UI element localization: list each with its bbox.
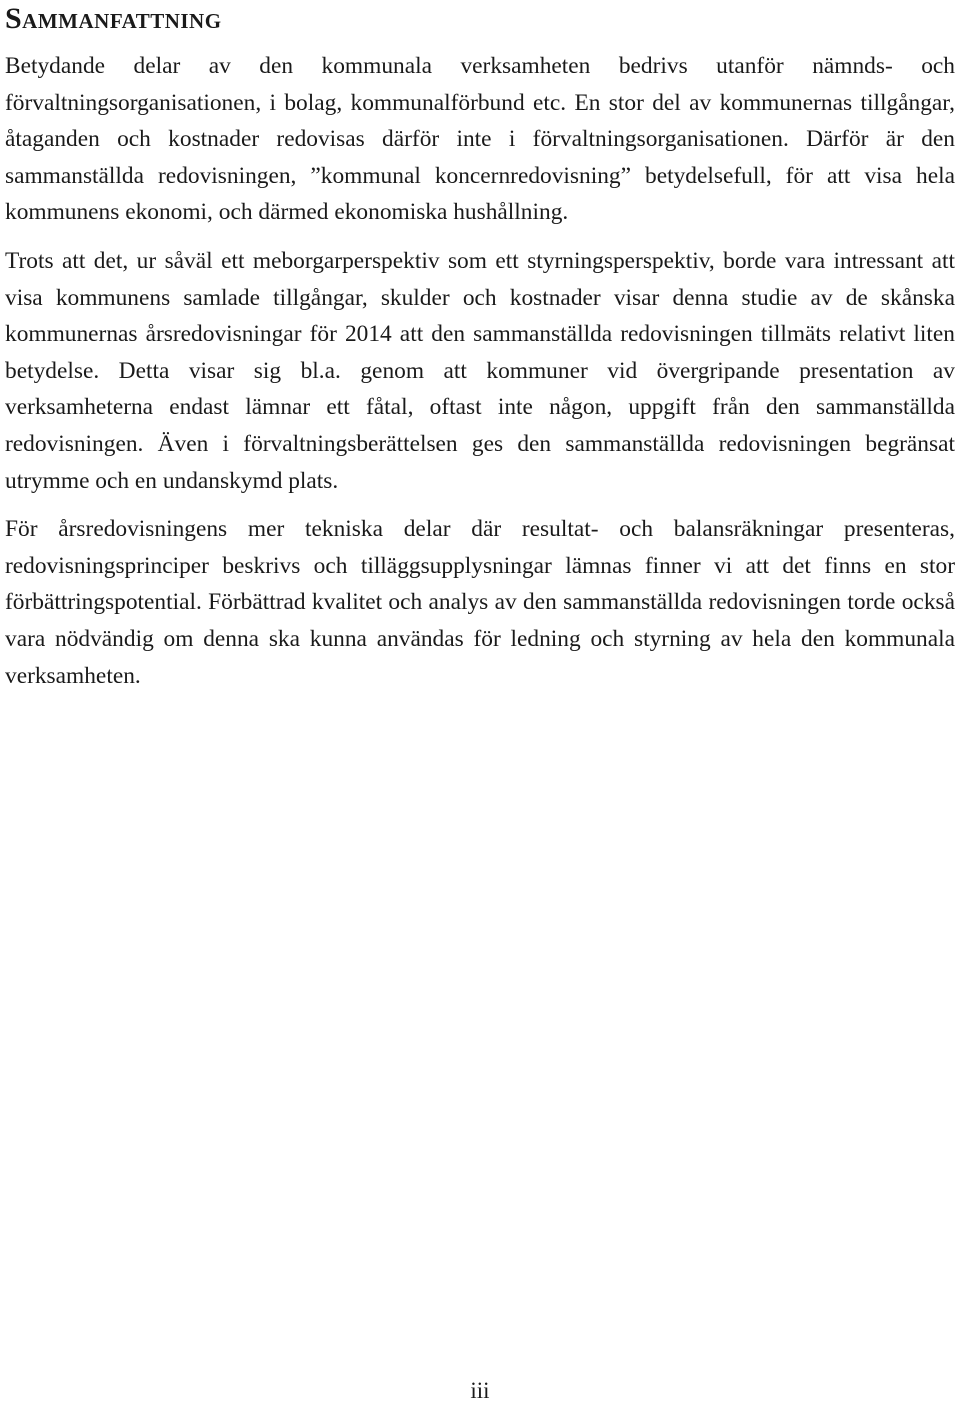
paragraph-3: För årsredovisningens mer tekniska delar där resultat- och balansräkningar presenteras, redovisningsprinciper beskrivs och tilläggsupplysningar lämnas finner vi att det finns en stor förbättringspotential. Förbättrad kvalitet och analys av den sammanställda redovisningen torde också vara nödvändig om denna ska kunna användas för ledning och styrning av hela den kommunala verksamheten. [5, 516, 955, 689]
paragraph-1: Betydande delar av den kommunala verksamheten bedrivs utanför nämnds- och förvaltningsorganisationen, i bolag, kommunalförbund etc. En stor del av kommunernas tillgångar, åtaganden och kostnader redovisas därför inte i förvaltningsorganisationen. Därför är den sammanställda redovisningen, ”kommunal koncernredovisning” betydelsefull, för att visa hela kommunens ekonomi, och därmed ekonomiska hushållning. [5, 53, 955, 226]
paragraph-2: Trots att det, ur såväl ett meborgarperspektiv som ett styrningsperspektiv, borde vara intressant att visa kommunens samlade tillgångar, skulder och kostnader visar denna studie av de skånska kommunernas årsredovisningar för 2014 att den sammanställda redovisningen tillmäts relativt liten betydelse. Detta visar sig bl.a. genom att kommuner vid övergripande presentation av verksamheterna endast lämnar ett fåtal, oftast inte någon, uppgift från den sammanställda redovisningen. Även i förvaltningsberättelsen ges den sammanställda redovisningen begränsat utrymme och en undanskymd plats. [5, 247, 955, 494]
section-heading: Sammanfattning [5, 2, 222, 35]
document-page [5, 0, 955, 694]
page-number: iii [470, 1378, 490, 1403]
